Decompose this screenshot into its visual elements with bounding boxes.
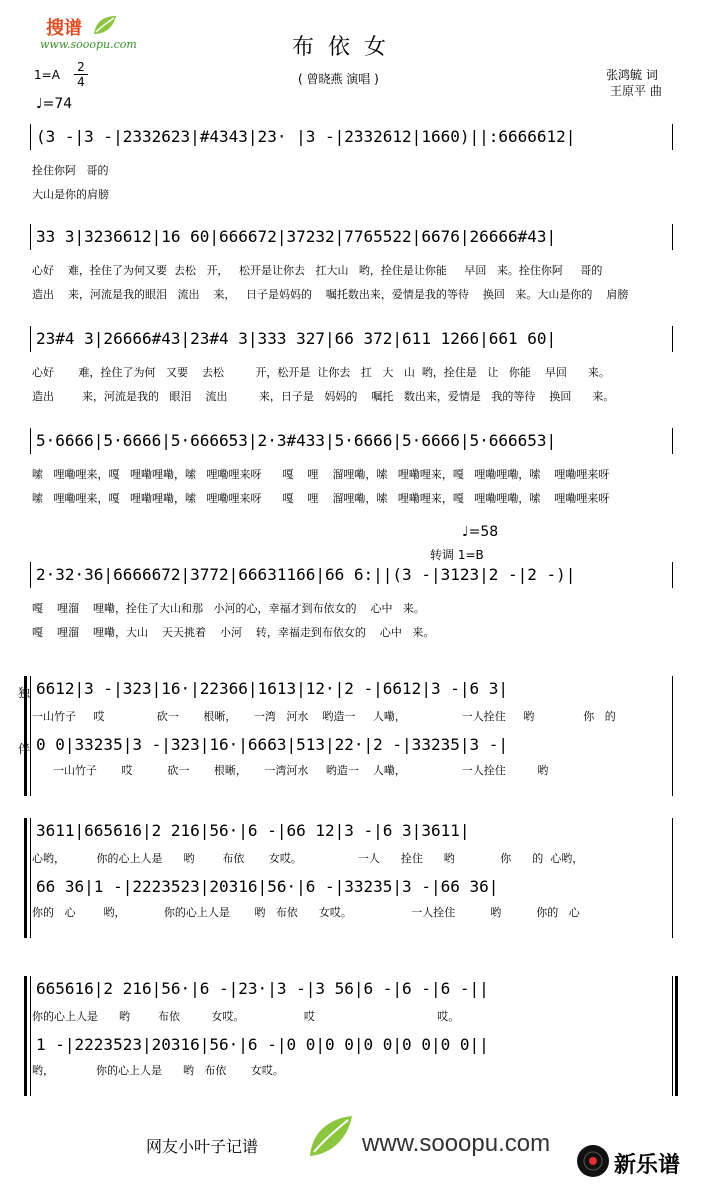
notes-line: 33 3|3236612|16 60|666672|37232|7765522|6676|26666#43| xyxy=(36,227,557,246)
staff-right-barline xyxy=(672,224,673,250)
leaf-icon xyxy=(92,14,118,36)
lyricist-credit: 张鸿毓 词 xyxy=(606,68,658,82)
notes-line: 2·32·36|6666672|3772|66631166|66 6:||(3 -|3123|2 -|2 -)| xyxy=(36,565,576,584)
lyric-line: 心好 难，拴住了为何又要 去松 开， 松开是让你去 扛大山 哟，拴住是让你能 早回 来。拴住你阿 哥的 xyxy=(32,264,603,277)
lyric-line: 一山竹子 哎 砍一 根晰， 一湾 河水 哟造一 人嘞， 一人拴住 哟 你 的 xyxy=(32,710,616,723)
leaf-logo-icon xyxy=(304,1112,356,1162)
staff-left-barline xyxy=(30,428,31,454)
staff-left-barline xyxy=(30,124,31,150)
final-barline xyxy=(675,976,678,1096)
notes-line: 6612|3 -|323|16·|22366|1613|12·|2 -|6612|3 -|6 3| xyxy=(36,679,509,698)
notes-line: (3 -|3 -|2332623|#4343|23· |3 -|2332612|1660)||:6666612| xyxy=(36,127,576,146)
vinyl-record-icon xyxy=(576,1144,610,1178)
singer-credit: ( 曾晓燕 演唱 ) xyxy=(298,72,379,86)
lyric-line-2: 嗦 哩嘞哩来，嘎 哩嘞哩嘞，嗦 哩嘞哩来呀 嘎 哩 溜哩嘞，嗦 哩嘞哩来，嘎 哩嘞哩嘞，嗦 哩嘞哩来呀 xyxy=(32,492,610,505)
key-signature: 1=A xyxy=(34,68,60,82)
lyric-line-2: 哟， 你的心上人是 哟 布依 女哎。 xyxy=(32,1064,284,1077)
staff-right-barline xyxy=(672,124,673,150)
tempo-marking-2: ♩=58 xyxy=(462,524,499,540)
notes-line: 3611|665616|2 216|56·|6 -|66 12|3 -|6 3|3611| xyxy=(36,821,470,840)
lyric-line-2: 大山是你的肩膀 xyxy=(32,188,109,201)
staff-right-barline xyxy=(672,976,673,1096)
lyric-line: 心好 难，拴住了为何 又要 去松 开，松开是 让你去 扛 大 山 哟，拴住是 让 你能 早回 来。 xyxy=(32,366,610,379)
meter-bottom: 4 xyxy=(74,74,88,89)
notes-line: 5·6666|5·6666|5·666653|2·3#433|5·6666|5·6666|5·666653| xyxy=(36,431,557,450)
lyric-line: 嗦 哩嘞哩来，嘎 哩嘞哩嘞，嗦 哩嘞哩来呀 嘎 哩 溜哩嘞，嗦 哩嘞哩来，嘎 哩嘞哩嘞，嗦 哩嘞哩来呀 xyxy=(32,468,610,481)
lyric-line-2: 造出 来，河流是我的 眼泪 流出 来，日子是 妈妈的 嘱托 数出来，爱情是 我的等待 换回 来。 xyxy=(32,390,615,403)
staff-left-barline xyxy=(30,818,31,938)
transcriber-credit: 网友小叶子记谱 xyxy=(146,1137,259,1156)
lyric-line-2: 你的 心 哟， 你的心上人是 哟 布依 女哎。 一人拴住 哟 你的 心 xyxy=(32,906,580,919)
notes-line-2: 66 36|1 -|2223523|20316|56·|6 -|33235|3 -|66 36| xyxy=(36,877,499,896)
composer-credit: 王原平 曲 xyxy=(610,84,662,98)
meter-top: 2 xyxy=(77,60,85,74)
staff-left-barline xyxy=(30,224,31,250)
staff-right-barline xyxy=(672,562,673,588)
staff-right-barline xyxy=(672,428,673,454)
lyric-line: 拴住你阿 哥的 xyxy=(32,164,109,177)
part-label-accomp: 伴 xyxy=(18,742,31,756)
system-bracket xyxy=(24,976,27,1096)
logo-url: www.sooopu.com xyxy=(40,38,137,51)
lyric-line-2: 造出 来，河流是我的眼泪 流出 来， 日子是妈妈的 嘱托数出来，爱情是我的等待 换回 来。大山是你的 肩膀 xyxy=(32,288,629,301)
page-title: 布依女 xyxy=(292,35,401,60)
staff-left-barline xyxy=(30,326,31,352)
staff-right-barline xyxy=(672,326,673,352)
notes-line-2: 1 -|2223523|20316|56·|6 -|0 0|0 0|0 0|0 0|0 0|| xyxy=(36,1035,489,1054)
staff-right-barline xyxy=(672,676,673,796)
staff-left-barline xyxy=(30,676,31,796)
lyric-line: 你的心上人是 哟 布依 女哎。 哎 哎。 xyxy=(32,1010,460,1023)
staff-left-barline xyxy=(30,976,31,1096)
notes-line: 23#4 3|26666#43|23#4 3|333 327|66 372|611 1266|661 60| xyxy=(36,329,557,348)
lyric-line: 嘎 哩溜 哩嘞，拴住了大山和那 小河的心，幸福才到布依女的 心中 来。 xyxy=(32,602,425,615)
system-bracket xyxy=(24,818,27,938)
time-signature xyxy=(74,60,88,89)
site-logo[interactable] xyxy=(40,8,160,54)
lyric-line-2: 嘎 哩溜 哩嘞，大山 天天挑着 小河 转，幸福走到布依女的 心中 来。 xyxy=(32,626,435,639)
notes-line-2: 0 0|33235|3 -|323|16·|6663|513|22·|2 -|33235|3 -| xyxy=(36,735,509,754)
logo-text: 搜谱 xyxy=(46,18,82,39)
staff-left-barline xyxy=(30,562,31,588)
lyric-line-2: 一山竹子 哎 砍一 根晰， 一湾河水 哟造一 人嘞， 一人拴住 哟 xyxy=(32,764,549,777)
lyric-line: 心哟， 你的心上人是 哟 布依 女哎。 一人 拴住 哟 你 的 心哟， xyxy=(32,852,584,865)
tempo-marking: ♩=74 xyxy=(36,96,73,112)
part-label-solo: 独 xyxy=(18,686,31,700)
staff-right-barline xyxy=(672,818,673,938)
notes-line: 665616|2 216|56·|6 -|23·|3 -|3 56|6 -|6 -|6 -|| xyxy=(36,979,489,998)
footer-url[interactable]: www.sooopu.com xyxy=(362,1130,551,1157)
modulation-marking: 转调 1=B xyxy=(430,548,484,562)
brand-name: 新乐谱 xyxy=(614,1153,681,1178)
